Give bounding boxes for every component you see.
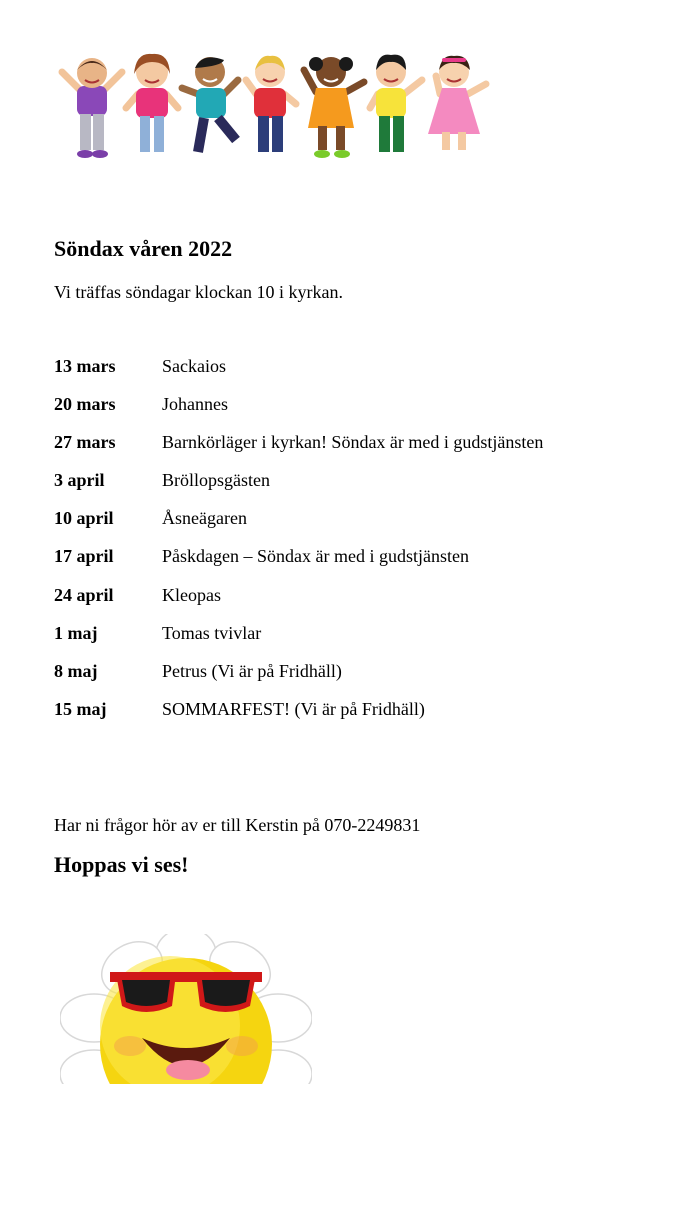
page-title: Söndax våren 2022 [54,236,233,261]
child-figure [62,58,122,158]
child-figure [126,54,178,152]
schedule-date: 3 april [54,470,105,491]
child-figure [304,57,364,158]
schedule-event: Petrus (Vi är på Fridhäll) [162,660,342,681]
schedule-event: Tomas tvivlar [162,622,262,643]
intro-text: Vi träffas söndagar klockan 10 i kyrkan. [54,282,344,302]
schedule-event: Johannes [162,394,228,415]
schedule-date: 17 april [54,546,114,567]
schedule-row [54,356,674,394]
contact-text: Har ni frågor hör av er till Kerstin på 070-2249831 [54,815,421,835]
schedule-event: SOMMARFEST! (Vi är på Fridhäll) [162,698,425,719]
schedule-date: 15 maj [54,698,107,719]
schedule-event: Barnkörläger i kyrkan! Söndax är med i gudstjänsten [162,432,544,453]
schedule-row [54,470,674,508]
schedule-event: Kleopas [162,584,221,605]
schedule-date: 24 april [54,584,114,605]
child-figure [182,57,238,152]
dancing-children-illustration [52,50,504,170]
schedule-row [54,546,674,584]
schedule-date: 27 mars [54,432,116,453]
schedule-row [54,585,674,623]
schedule-event: Bröllopsgästen [162,470,270,491]
schedule-row [54,508,674,546]
sun-sunglasses-icon [60,934,312,1084]
schedule-date: 1 maj [54,622,98,643]
schedule-row [54,432,674,470]
schedule-list [54,356,674,737]
child-figure [370,55,422,152]
child-figure [246,56,296,152]
schedule-event: Påskdagen – Söndax är med i gudstjänsten [162,546,469,567]
schedule-date: 10 april [54,508,114,529]
schedule-date: 20 mars [54,394,116,415]
schedule-row [54,661,674,699]
child-figure [428,56,486,150]
schedule-event: Åsneägaren [162,508,247,529]
schedule-date: 13 mars [54,356,116,376]
closing-text: Hoppas vi ses! [54,852,189,877]
schedule-event: Sackaios [162,356,226,376]
schedule-row [54,394,674,432]
schedule-row [54,699,674,737]
schedule-row [54,623,674,661]
schedule-date: 8 maj [54,660,98,681]
